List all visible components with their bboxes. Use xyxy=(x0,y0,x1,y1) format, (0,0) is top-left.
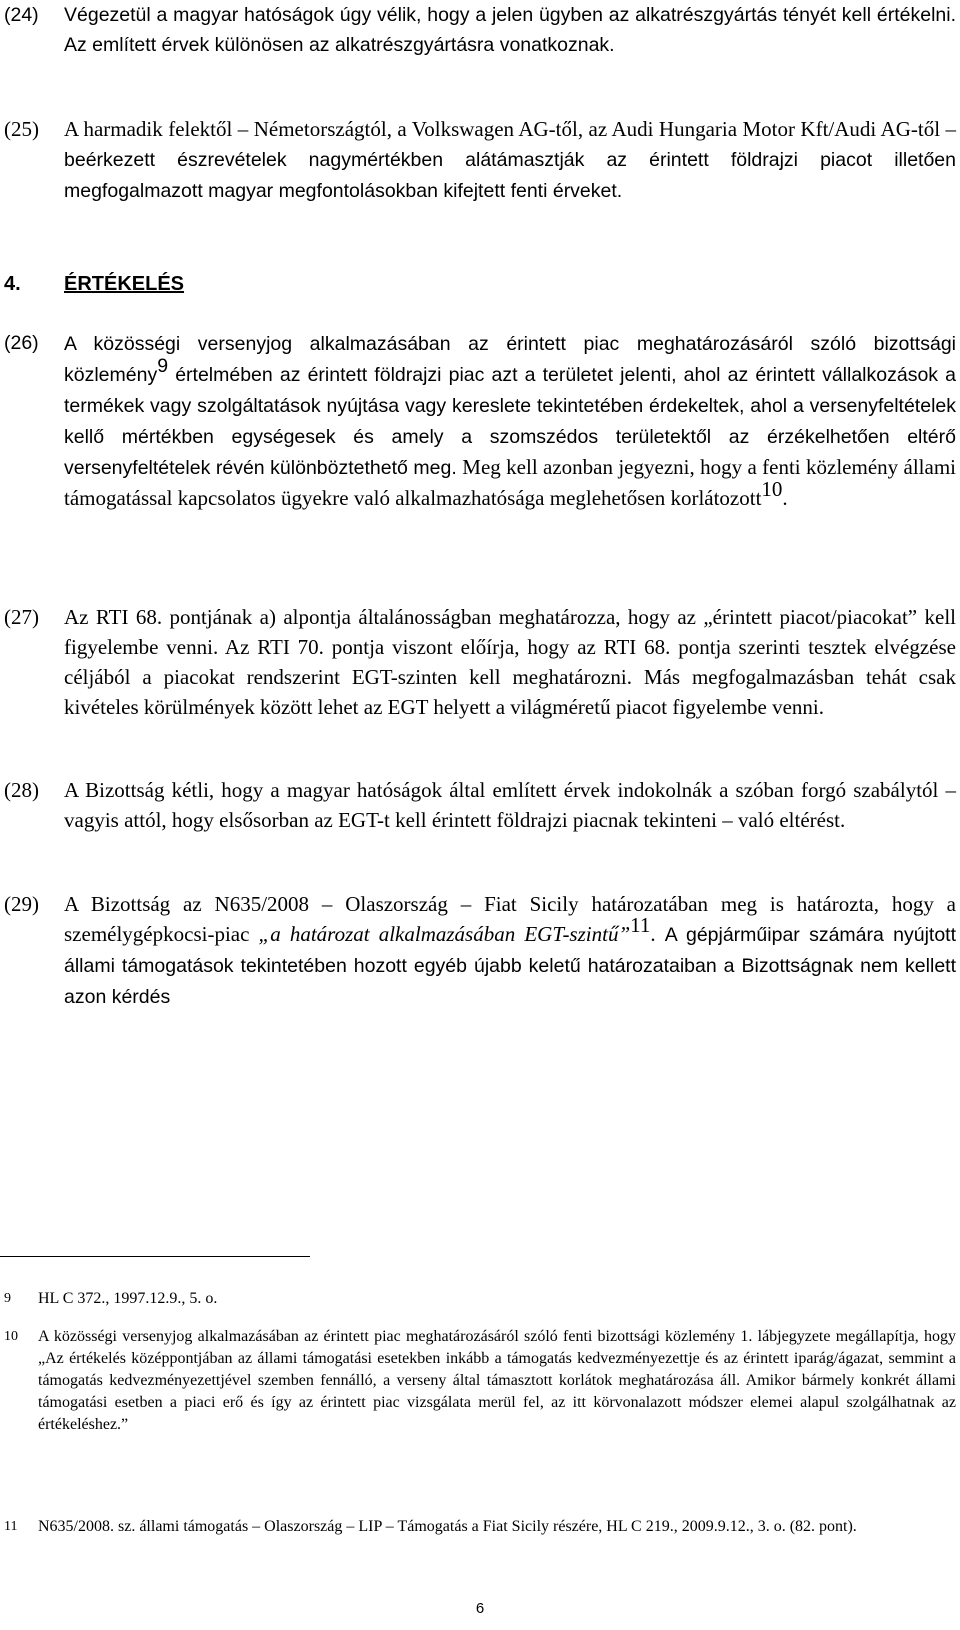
paragraph-text-sans: beérkezett észrevételek nagymértékben alátámasztják az érintett földrajzi piacot illetően megfogalmazott magyar megfontolásokban kifejtett fenti érveket. xyxy=(64,149,956,202)
paragraph-text-sans: A közösségi versenyjog alkalmazásában az érintett piac meghatározásáról szóló bizottsági közlemény xyxy=(64,333,956,386)
section-number: 4. xyxy=(4,273,21,295)
paragraph-text xyxy=(64,889,956,1012)
paragraph-text xyxy=(64,114,956,206)
footnote-ref-10[interactable]: 10 xyxy=(761,477,783,501)
footnote-number: 10 xyxy=(4,1329,18,1344)
paragraph-quote-italic: „a határozat alkalmazásában EGT-szintű” xyxy=(258,922,631,946)
section-title: ÉRTÉKELÉS xyxy=(64,273,185,295)
footnote-number: 11 xyxy=(4,1519,18,1534)
paragraph-number: (26) xyxy=(4,332,39,354)
paragraph-text: Végezetül a magyar hatóságok úgy vélik, hogy a jelen ügyben az alkatrészgyártás tényét kell értékelni. Az említett érvek különösen az alkatrészgyártásra vonatkoznak. xyxy=(64,4,956,56)
paragraph-text-serif: A harmadik felektől – Németországtól, a Volkswagen AG-től, az Audi Hungaria Motor Kft/Audi AG-től – xyxy=(64,117,956,141)
footnote-text: HL C 372., 1997.12.9., 5. o. xyxy=(38,1290,218,1307)
paragraph-number: (25) xyxy=(4,117,39,141)
paragraph-number: (27) xyxy=(4,605,39,629)
paragraph-text: A Bizottság kétli, hogy a magyar hatóságok által említett érvek indokolnák a szóban forgó szabálytól – vagyis attól, hogy elsősorban az EGT-t kell érintett földrajzi piacnak tekinteni – való eltérést. xyxy=(64,778,956,832)
footnote-text: N635/2008. sz. állami támogatás – Olaszország – LIP – Támogatás a Fiat Sicily részére, HL C 219., 2009.9.12., 3. o. (82. pont). xyxy=(38,1518,857,1535)
footnote-ref-9[interactable]: 9 xyxy=(157,355,169,377)
page-number: 6 xyxy=(475,1600,485,1617)
paragraph-number: (29) xyxy=(4,892,39,916)
paragraph-text-sans: A gépjárműipar számára nyújtott állami támogatások tekintetében hozott egyéb újabb keletű határozataiban a Bizottságnak nem kellett azon kérdés xyxy=(64,924,957,1008)
paragraph-text-punct: . xyxy=(650,922,665,946)
footnote-separator xyxy=(0,1256,310,1257)
paragraph-text xyxy=(64,328,956,513)
paragraph-text: Az RTI 68. pontjának a) alpontja általánosságban meghatározza, hogy az „érintett piacot/piacokat” kell figyelembe venni. Az RTI 70. pontja viszont előírja, hogy az RTI 68. pontja szerinti tesztek elvégzése céljából a piacokat rendszerint EGT-szinten kell meghatározni. Más megfogalmazásban tehát csak kivételes körülmények között lehet az EGT helyett a világméretű piacot figyelembe venni. xyxy=(64,605,956,719)
paragraph-number: (28) xyxy=(4,778,39,802)
paragraph-text-sans-cont: értelmében az érintett földrajzi piac azt a területet jelenti, ahol az érintett vállalkozások a termékek vagy szolgáltatások nyújtása vagy kereslete tekintetében érdekeltek, ahol a versenyfeltételek kellő mértékben egységesek és amely a szomszédos területektől az érzékelhetően eltérő versenyfeltételek révén különböztethető meg. xyxy=(64,364,956,479)
paragraph-number: (24) xyxy=(4,4,39,26)
paragraph-text-serif: Meg kell azonban jegyezni, hogy a fenti közlemény állami támogatással kapcsolatos ügyekre való alkalmazhatósága meglehetősen korlátozott xyxy=(64,455,956,510)
footnote-text: A közösségi versenyjog alkalmazásában az érintett piac meghatározásáról szóló fenti bizottsági közlemény 1. lábjegyzete megállapítja, hogy „Az értékelés középpontjában az állami támogatási esetekben inkább a támogatás kedvezményezettje és az érintett iparág/ágazat, semmint a támogatás kedvezményezettjével szemben fennálló, a verseny által támasztott korlátok meghatározása áll. Amikor bármely konkrét állami támogatási esetben a piaci erő és így az érintett piac vizsgálata merül fel, az itt körvonalazott módszer elemei alapul szolgálhatnak az értékeléshez.” xyxy=(38,1328,956,1433)
footnote-number: 9 xyxy=(4,1291,11,1306)
section-heading xyxy=(4,273,184,296)
paragraph-text-end: . xyxy=(782,486,788,510)
paragraph-text-serif: A Bizottság az N635/2008 – Olaszország – Fiat Sicily határozatában meg is határozta, hogy a személygépkocsi-piac xyxy=(64,892,956,946)
footnote-ref-11[interactable]: 11 xyxy=(630,913,651,937)
